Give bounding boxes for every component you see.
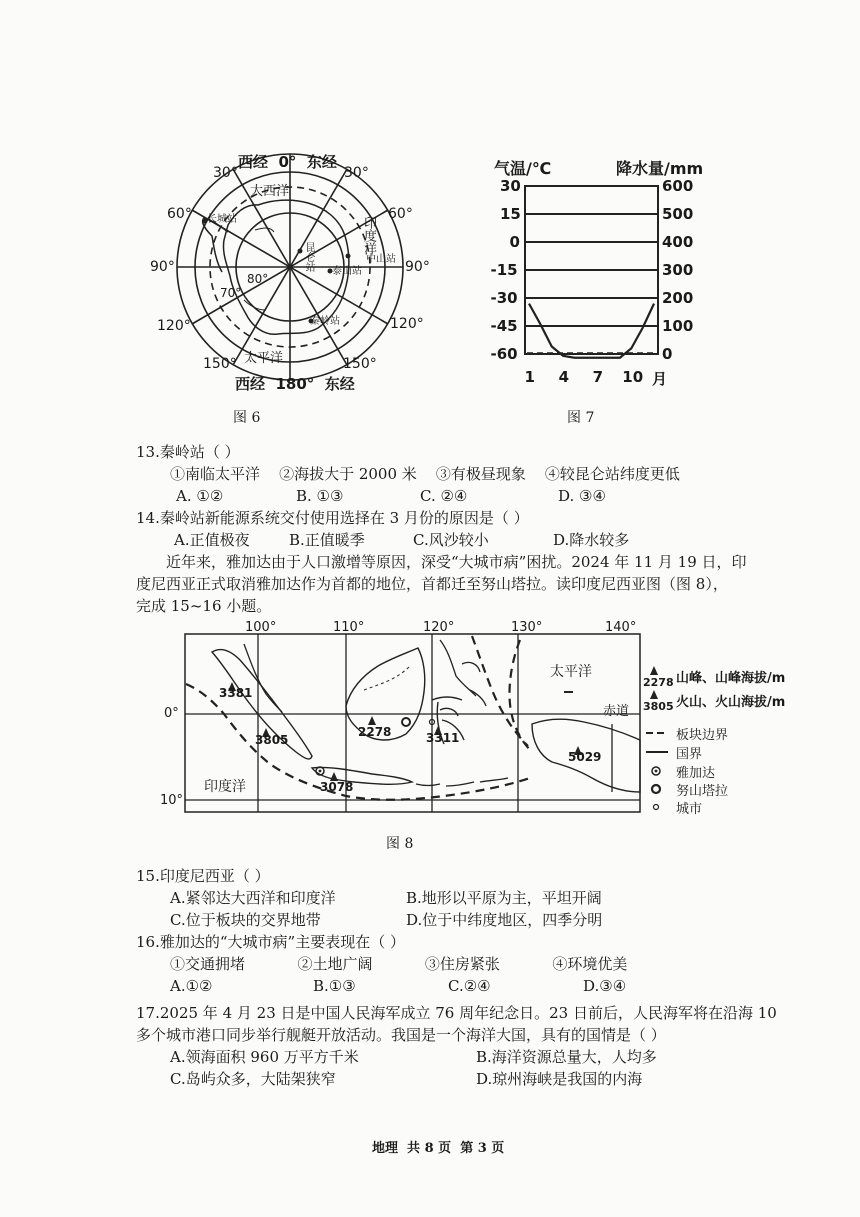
fig8-pacific-label: 太平洋 — [550, 664, 592, 680]
legend-plate-label: 板块边界 — [676, 728, 729, 743]
fig6-lon-120-right: 120° — [390, 316, 424, 332]
temp-tick-label: -15 — [490, 261, 518, 279]
fig6-lon-60-left: 60° — [167, 206, 192, 222]
q17-line-1: 17.2025 年 4 月 23 日是中国人民海军成立 76 周年纪念日。23 日前后，人民海军将在沿海 10 — [136, 1004, 777, 1022]
fig6-top-label: 西经 0° 东经 — [238, 153, 337, 171]
fig8-peak-3078: 3078 — [320, 780, 354, 794]
q17-choice-d[interactable]: D.琼州海峡是我国的内海 — [476, 1070, 643, 1088]
fig6-atlantic-label: 大西洋 — [250, 184, 290, 199]
q16-choice-c[interactable]: C.②④ — [448, 977, 491, 995]
precip-tick-label: 100 — [662, 317, 694, 335]
q13-options: ①南临太平洋 ②海拔大于 2000 米 ③有极昼现象 ④较昆仑站纬度更低 — [170, 465, 680, 483]
q17-line-2: 多个城市港口同步举行舰艇开放活动。我国是一个海洋大国，具有的国情是（ ） — [136, 1026, 666, 1044]
q14-choice-d[interactable]: D.降水较多 — [553, 531, 630, 549]
fig8-peak-2278: 2278 — [358, 725, 392, 739]
legend-volcano-label: 火山、火山海拔/m — [676, 695, 786, 710]
q14-choice-a[interactable]: A.正值极夜 — [174, 531, 250, 549]
legend-city-label: 城市 — [676, 802, 703, 817]
temp-tick-label: -45 — [490, 317, 518, 335]
fig8-lon-130: 130° — [511, 620, 543, 635]
temp-tick-label: 0 — [509, 233, 520, 251]
q16-choice-b[interactable]: B.①③ — [313, 977, 356, 995]
intro-line-2: 度尼西亚正式取消雅加达作为首都的地位，首都迁至努山塔拉。读印度尼西亚图（图 8）， — [136, 575, 728, 593]
fig8-peak-3311: 3311 — [426, 731, 460, 745]
temperature-line — [529, 304, 654, 358]
q15-stem: 15.印度尼西亚（ ） — [136, 867, 270, 885]
month-tick-label: 7 — [592, 368, 604, 386]
intro-line-1: 近年来，雅加达由于人口激增等原因，深受“大城市病”困扰。2024 年 11 月 19 日，印 — [166, 553, 747, 571]
fig8-lon-100: 100° — [245, 620, 277, 635]
fig8-peak-5029: 5029 — [568, 750, 602, 764]
nusantara-marker — [402, 718, 410, 726]
month-tick-label: 4 — [558, 368, 570, 386]
fig8-peak-3381: 3381 — [219, 686, 253, 700]
q15-choice-c[interactable]: C.位于板块的交界地带 — [170, 911, 321, 929]
fig7-temp-axis-title: 气温/℃ — [494, 159, 552, 178]
q14-choice-b[interactable]: B.正值暖季 — [289, 531, 365, 549]
fig7-caption: 图 7 — [567, 410, 595, 426]
fig6-lon-90-right: 90° — [405, 259, 430, 275]
fig6-lon-150-right: 150° — [343, 356, 377, 372]
fig6-pacific-label: 太平洋 — [244, 351, 284, 366]
legend-peak-label: 山峰、山峰海拔/m — [676, 671, 786, 686]
fig6-lon-150-left: 150° — [203, 356, 237, 372]
q17-choice-b[interactable]: B.海洋资源总量大，人均多 — [476, 1048, 657, 1066]
q13-choice-b[interactable]: B. ①③ — [296, 487, 344, 505]
precip-tick-label: 400 — [662, 233, 694, 251]
precip-tick-label: 200 — [662, 289, 694, 307]
month-unit-label: 月 — [652, 370, 668, 388]
zhongshan-station-marker — [346, 254, 351, 259]
fig6-lon-30-left: 30° — [213, 165, 238, 181]
fig6-bottom-label: 西经 180° 东经 — [235, 375, 355, 393]
fig6-qinling-label: 秦岭站 — [310, 316, 340, 327]
q14-stem: 14.秦岭站新能源系统交付使用选择在 3 月份的原因是（ ） — [136, 509, 529, 527]
month-tick-label: 1 — [524, 368, 535, 386]
legend-volcano-value: 3805 — [643, 700, 674, 713]
q13-choice-a[interactable]: A. ①② — [176, 487, 224, 505]
precip-tick-label: 600 — [662, 177, 694, 195]
temp-tick-label: -60 — [490, 345, 518, 363]
plate-boundary-2 — [472, 636, 528, 746]
fig6-changcheng-label: 长城站 — [207, 214, 237, 225]
precip-tick-label: 0 — [662, 345, 673, 363]
fig6-caption: 图 6 — [233, 410, 261, 426]
legend-nusantara-label: 努山塔拉 — [676, 784, 729, 799]
peak-2278-marker — [368, 716, 376, 725]
q16-choice-a[interactable]: A.①② — [170, 977, 213, 995]
fig8-lat-0: 0° — [164, 706, 179, 721]
malay-peninsula — [244, 644, 282, 712]
fig6-lon-60-right: 60° — [388, 206, 413, 222]
precip-tick-label: 300 — [662, 261, 694, 279]
fig6-lon-120-left: 120° — [157, 318, 191, 334]
q16-stem: 16.雅加达的“大城市病”主要表现在（ ） — [136, 933, 405, 951]
q13-stem: 13.秦岭站（ ） — [136, 443, 240, 461]
legend-border-label: 国界 — [676, 747, 703, 762]
figure-8-indonesia-map — [180, 620, 670, 820]
q15-choice-a[interactable]: A.紧邻达大西洋和印度洋 — [170, 889, 336, 907]
fig8-equator-label: 赤道 — [603, 704, 630, 719]
legend-jakarta-label: 雅加达 — [676, 766, 716, 781]
fig6-lat-70: 70° — [220, 286, 242, 300]
q17-choice-a[interactable]: A.领海面积 960 万平方千米 — [170, 1048, 359, 1066]
q17-choice-c[interactable]: C.岛屿众多，大陆架狭窄 — [170, 1070, 336, 1088]
q14-choice-c[interactable]: C.风沙较小 — [413, 531, 489, 549]
fig6-zhongshan-label: 中山站 — [366, 254, 396, 265]
page-footer: 地理 共 8 页 第 3 页 — [372, 1141, 505, 1156]
intro-line-3: 完成 15~16 小题。 — [136, 597, 272, 615]
temp-tick-label: -30 — [490, 289, 518, 307]
q15-choice-d[interactable]: D.位于中纬度地区，四季分明 — [406, 911, 603, 929]
fig6-taishan-label: 泰山站 — [332, 266, 362, 277]
month-tick-label: 10 — [622, 368, 644, 386]
philippines-islands — [440, 640, 486, 706]
q13-choice-d[interactable]: D. ③④ — [558, 487, 606, 505]
fig7-precip-axis-title: 降水量/mm — [616, 159, 704, 178]
temp-tick-label: 15 — [500, 205, 521, 223]
fig8-peak-3805: 3805 — [255, 733, 289, 747]
q13-choice-c[interactable]: C. ②④ — [420, 487, 468, 505]
fig6-kunlun-label: 昆仑站 — [303, 242, 314, 272]
precip-tick-label: 500 — [662, 205, 694, 223]
plate-boundary-3 — [509, 640, 532, 752]
q15-choice-b[interactable]: B.地形以平原为主，平坦开阔 — [406, 889, 602, 907]
fig8-lon-110: 110° — [333, 620, 365, 635]
fig6-indian-label: 印度洋 — [361, 216, 376, 255]
fig6-lat-80: 80° — [247, 272, 269, 286]
fig8-lat-10: 10° — [160, 793, 184, 808]
q16-choice-d[interactable]: D.③④ — [583, 977, 627, 995]
temp-tick-label: 30 — [500, 177, 521, 195]
fig8-lon-120: 120° — [423, 620, 455, 635]
legend-peak-value: 2278 — [643, 676, 674, 689]
fig8-lon-140: 140° — [605, 620, 637, 635]
fig8-indian-label: 印度洋 — [204, 779, 246, 795]
fig6-lon-30-right: 30° — [344, 165, 369, 181]
fig6-lon-90-left: 90° — [150, 259, 175, 275]
fig8-caption: 图 8 — [386, 836, 414, 852]
q16-options: ①交通拥堵 ②土地广阔 ③住房紧张 ④环境优美 — [170, 955, 628, 973]
